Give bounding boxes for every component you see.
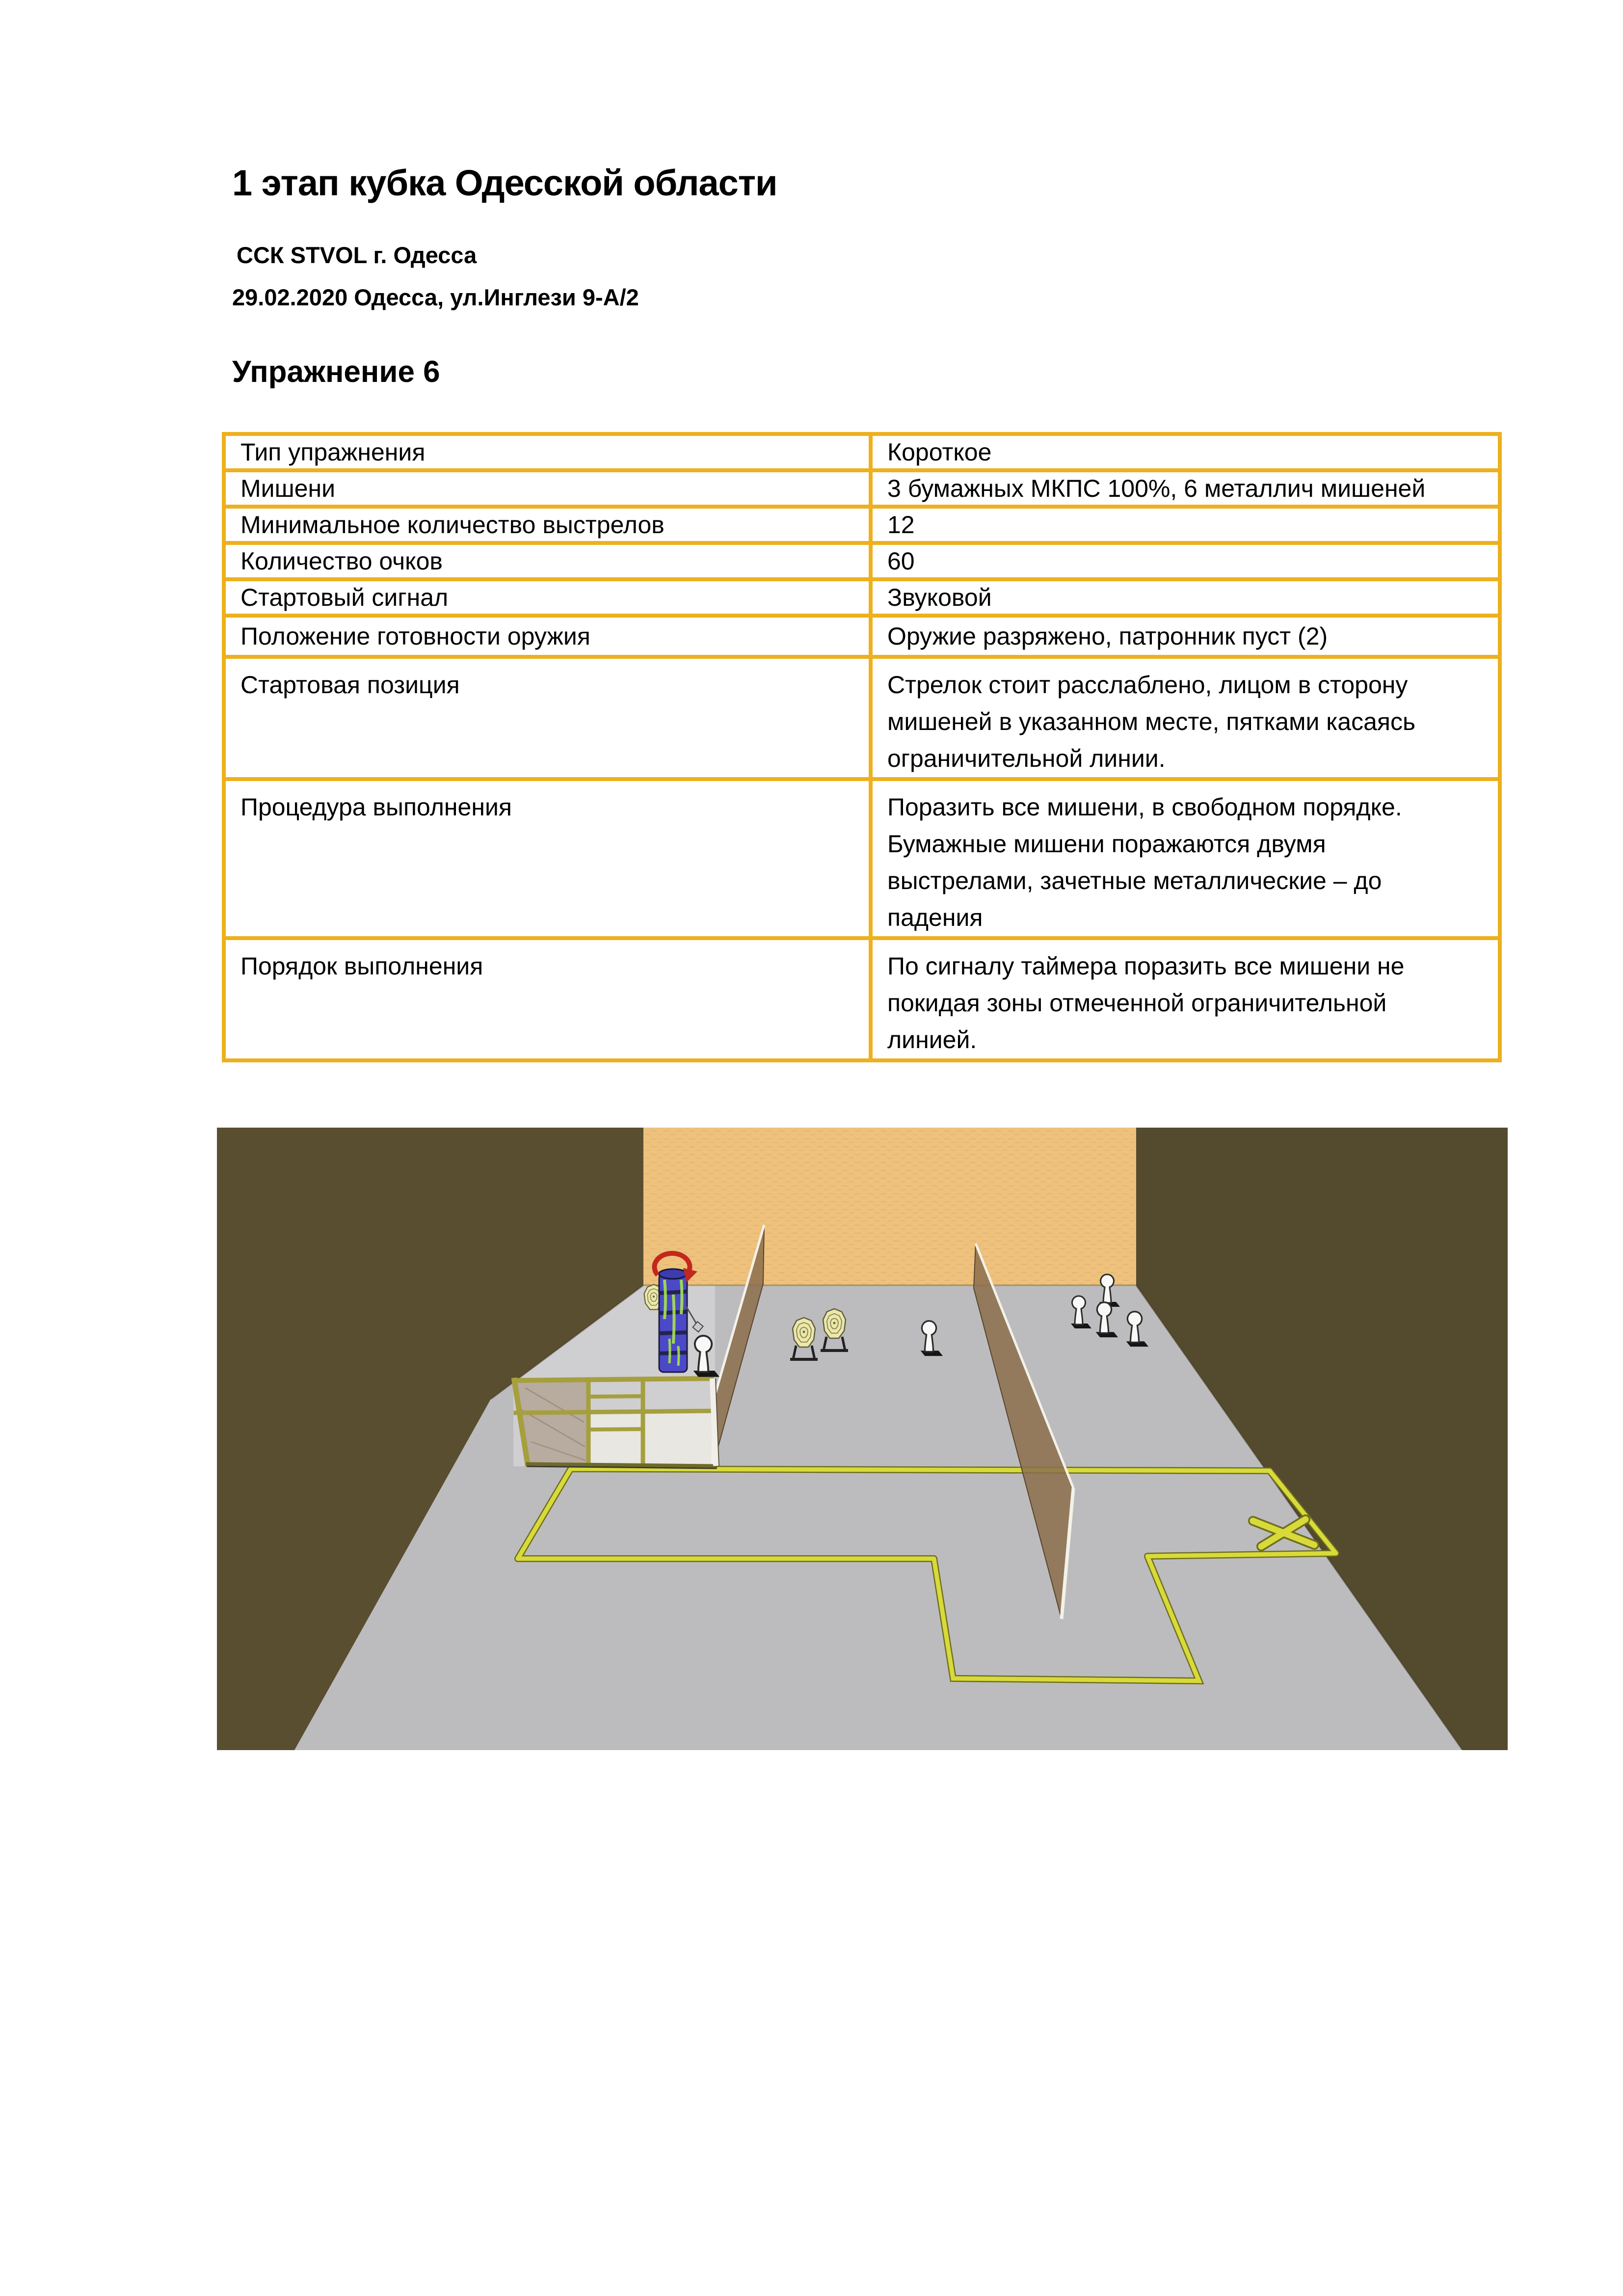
stage-brief-table bbox=[222, 432, 1502, 1062]
barrel-stack-swinger bbox=[659, 1269, 688, 1372]
row-label: Стартовая позиция bbox=[224, 657, 871, 779]
row-label: Порядок выполнения bbox=[224, 938, 871, 1060]
table-row bbox=[224, 657, 1500, 779]
table-row bbox=[224, 434, 1500, 470]
row-value: 12 bbox=[871, 507, 1500, 543]
stage-diagram-image bbox=[217, 1128, 1508, 1750]
row-value: По сигналу таймера поразить все мишени не покидая зоны отмеченной ограничительной линией. bbox=[871, 938, 1500, 1060]
row-label: Количество очков bbox=[224, 543, 871, 579]
table-row bbox=[224, 779, 1500, 938]
table-row bbox=[224, 938, 1500, 1060]
table-row bbox=[224, 507, 1500, 543]
table-row bbox=[224, 579, 1500, 616]
barricade-end-post bbox=[713, 1378, 716, 1466]
row-value: 3 бумажных МКПС 100%, 6 металлич мишеней bbox=[871, 470, 1500, 507]
row-value: Поразить все мишени, в свободном порядке. Бумажные мишени поражаются двумя выстрелами, зачетные металлические – до падения bbox=[871, 779, 1500, 938]
back-wall bbox=[643, 1128, 1136, 1285]
table-row bbox=[224, 470, 1500, 507]
row-label: Мишени bbox=[224, 470, 871, 507]
table-row bbox=[224, 543, 1500, 579]
exercise-heading: Упражнение 6 bbox=[232, 355, 440, 389]
row-value: Звуковой bbox=[871, 579, 1500, 616]
row-label: Стартовый сигнал bbox=[224, 579, 871, 616]
row-label: Процедура выполнения bbox=[224, 779, 871, 938]
date-location-line: 29.02.2020 Одесса, ул.Инглези 9-А/2 bbox=[232, 284, 639, 310]
table-row bbox=[224, 616, 1500, 657]
page-title: 1 этап кубка Одесской области bbox=[232, 162, 777, 203]
row-value: 60 bbox=[871, 543, 1500, 579]
row-value: Короткое bbox=[871, 434, 1500, 470]
row-value: Оружие разряжено, патронник пуст (2) bbox=[871, 616, 1500, 657]
row-label: Положение готовности оружия bbox=[224, 616, 871, 657]
club-line: ССК STVOL г. Одесса bbox=[237, 242, 477, 268]
row-label: Минимальное количество выстрелов bbox=[224, 507, 871, 543]
row-label: Тип упражнения bbox=[224, 434, 871, 470]
row-value: Стрелок стоит расслаблено, лицом в сторону мишеней в указанном месте, пятками касаясь ограничительной линии. bbox=[871, 657, 1500, 779]
